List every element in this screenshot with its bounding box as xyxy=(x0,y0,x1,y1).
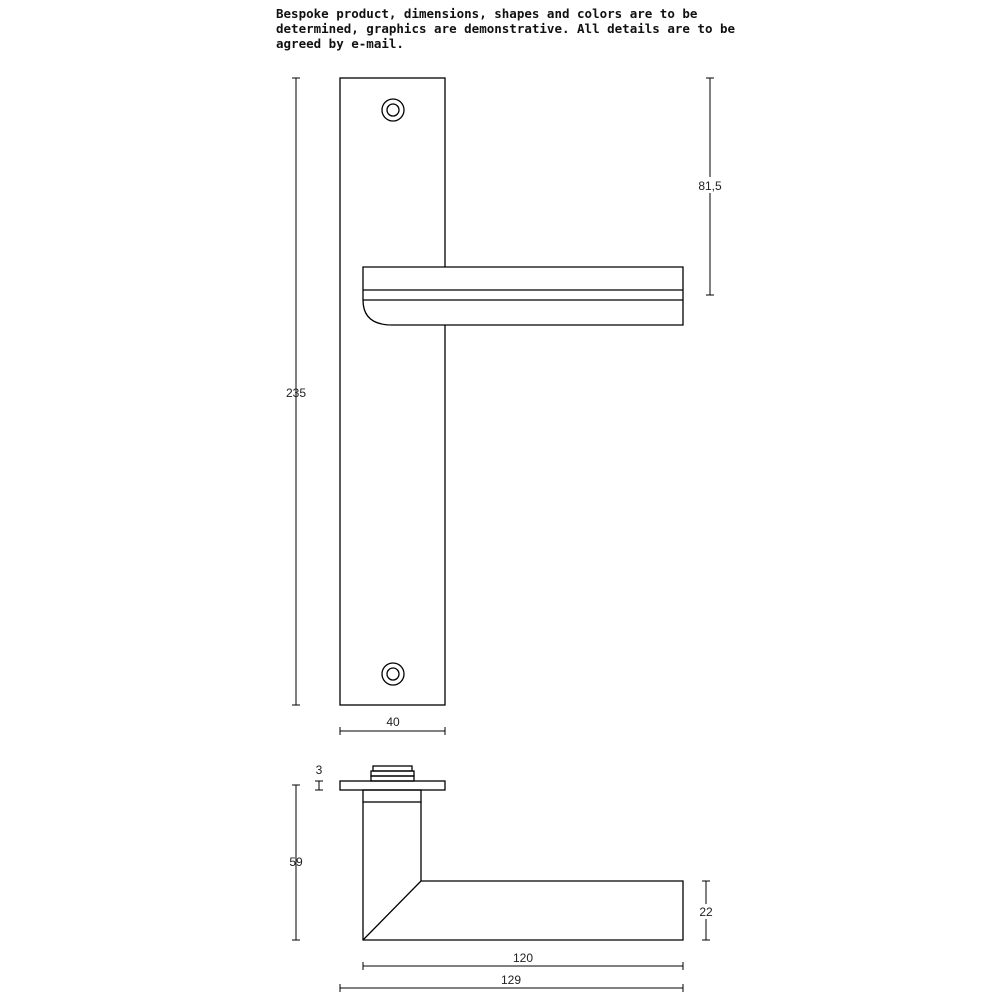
dimension-total-length xyxy=(340,973,683,992)
rose-plate xyxy=(340,781,445,790)
note-line-3: agreed by e-mail. xyxy=(276,36,404,51)
dim-label-59: 59 xyxy=(289,855,303,869)
dimension-plate-width xyxy=(340,715,445,735)
dim-label-129: 129 xyxy=(500,973,522,987)
lever-front xyxy=(363,267,683,325)
dimension-height-total xyxy=(286,78,306,705)
side-view xyxy=(340,766,683,940)
spindle-rings xyxy=(371,766,414,781)
dim-label-81-5: 81,5 xyxy=(698,179,722,193)
dimension-grip-height xyxy=(694,881,718,940)
dimension-rose-thickness xyxy=(315,763,323,790)
dim-label-120: 120 xyxy=(512,951,534,965)
dimension-handle-projection xyxy=(289,785,303,940)
neck-collar xyxy=(363,790,421,802)
screw-top xyxy=(382,99,404,121)
note-line-1: Bespoke product, dimensions, shapes and colors are to be xyxy=(276,6,698,21)
dimension-handle-height xyxy=(695,78,725,295)
back-plate xyxy=(340,78,445,705)
screw-bottom xyxy=(382,663,404,685)
front-view xyxy=(340,78,683,705)
dimension-handle-length xyxy=(363,951,683,970)
dim-label-3: 3 xyxy=(315,763,323,777)
dim-label-40: 40 xyxy=(386,715,400,729)
dim-label-235: 235 xyxy=(285,386,307,400)
note-line-2: determined, graphics are demonstrative. All details are to be xyxy=(276,21,736,36)
dim-label-22: 22 xyxy=(699,905,713,919)
lever-side xyxy=(363,802,683,940)
